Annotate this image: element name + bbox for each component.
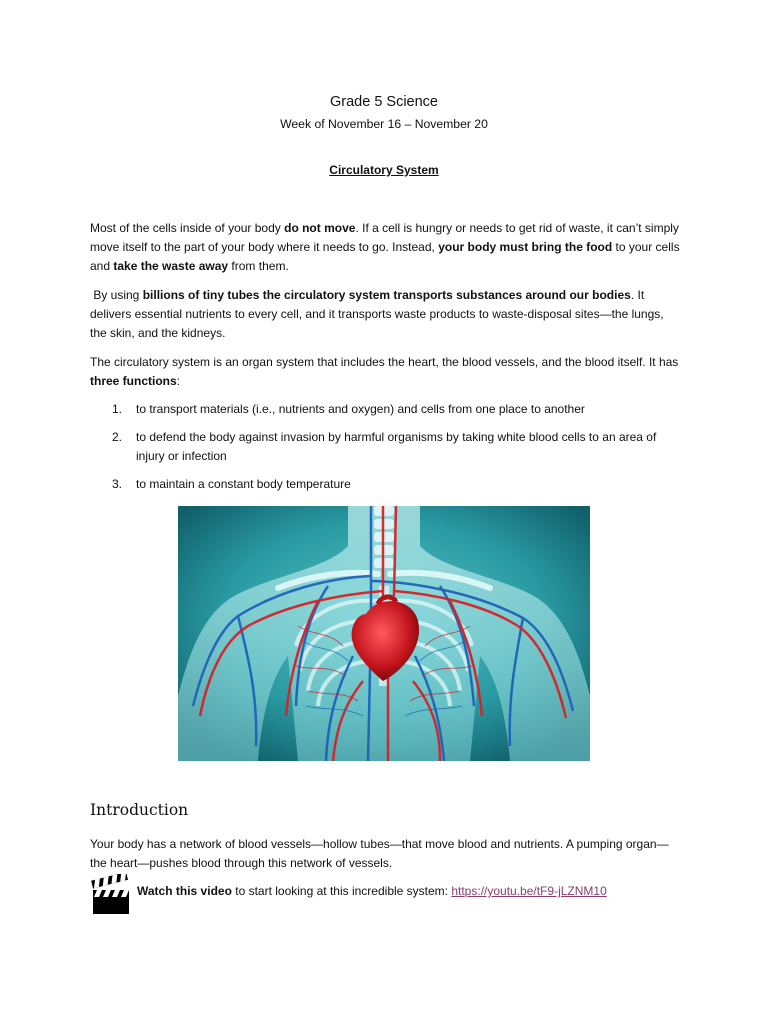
paragraph-intro: Your body has a network of blood vessels—hollow tubes—that move blood and nutrients. A pumping organ—the heart—pushes blood through this network of vessels.	[90, 837, 669, 870]
paragraph-cells	[90, 219, 682, 276]
list-item-text: to transport materials (i.e., nutrients and oxygen) and cells from one place to another	[136, 402, 585, 416]
paragraph-tubes	[90, 286, 682, 343]
text-run: . If a cell is hungry or needs to get rid of waste, it can’t simply move itself to the part of your body where it needs to go. Instead,	[90, 221, 679, 254]
clapperboard-icon	[91, 874, 131, 916]
list-item-text: to defend the body against invasion by harmful organisms by taking white blood cells to an area of injury or infection	[136, 430, 657, 463]
introduction-heading: Introduction	[90, 801, 189, 819]
bold-text: take the waste away	[113, 259, 229, 273]
text-run: . It delivers essential nutrients to every cell, and it transports waste products to waste-disposal sites—the lungs, the skin, and the kidneys.	[90, 288, 664, 340]
functions-list	[90, 400, 682, 503]
list-number: 2.	[112, 430, 123, 444]
text-run: to your cells and	[90, 240, 680, 273]
list-number: 1.	[112, 402, 123, 416]
bold-text: Watch this video	[137, 884, 232, 898]
list-item	[90, 428, 682, 466]
bold-text: three functions	[90, 374, 177, 388]
bold-text: your body must bring the food	[438, 240, 613, 254]
week-subtitle: Week of November 16 – November 20	[280, 117, 488, 131]
list-item	[90, 400, 682, 419]
video-link[interactable]: https://youtu.be/tF9-jLZNM10	[451, 884, 607, 898]
list-item	[90, 475, 682, 494]
circulatory-system-illustration	[178, 506, 590, 761]
paragraph-system	[90, 353, 682, 391]
video-instruction	[137, 882, 607, 901]
bold-text: billions of tiny tubes the circulatory system transports substances around our bodies	[142, 288, 631, 302]
list-item-text: to maintain a constant body temperature	[136, 477, 351, 491]
page-title: Grade 5 Science	[329, 94, 438, 110]
text-run: By using	[90, 288, 143, 302]
topic-heading: Circulatory System	[329, 163, 439, 177]
text-run: from them.	[228, 259, 289, 273]
list-number: 3.	[112, 477, 123, 491]
text-run: The circulatory system is an organ system that includes the heart, the blood vessels, and the blood itself. It has	[90, 355, 679, 369]
bold-text: do not move	[284, 221, 356, 235]
text-run: to start looking at this incredible system:	[231, 884, 452, 898]
text-run: :	[176, 374, 181, 388]
text-run: Most of the cells inside of your body	[90, 221, 285, 235]
